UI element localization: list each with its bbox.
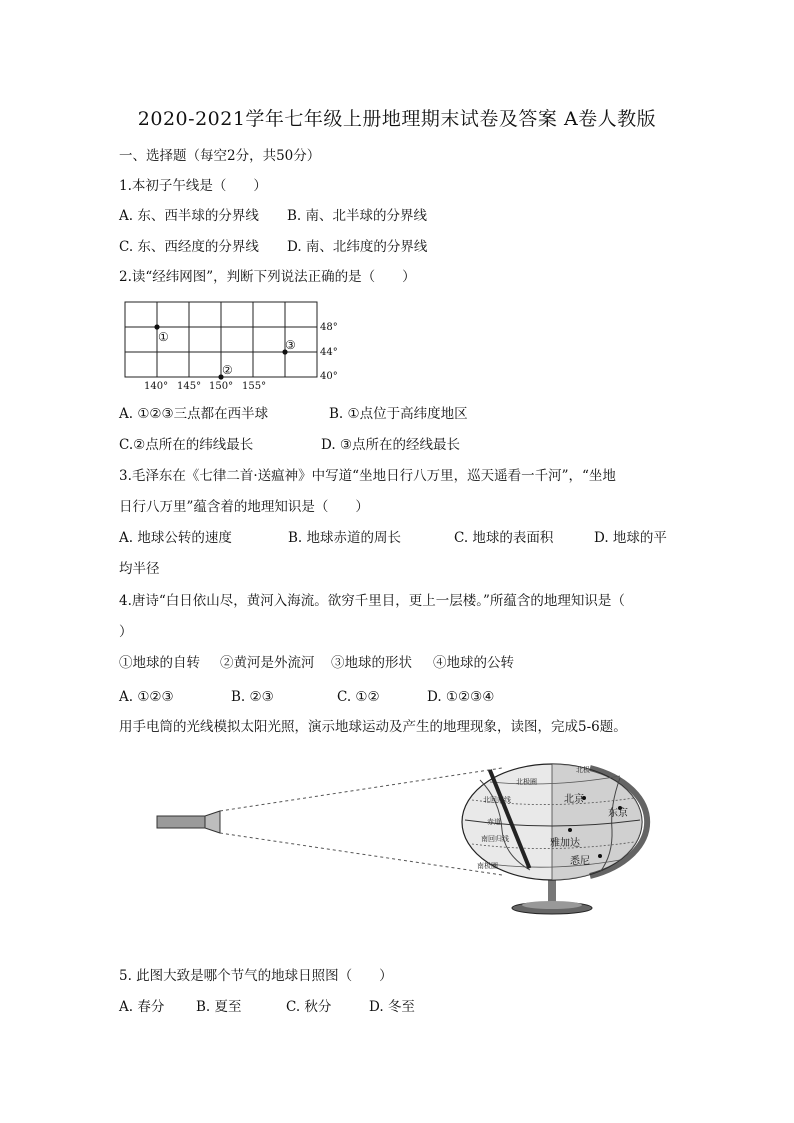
- globe-label-antarctic-circle: 南极圈: [477, 862, 498, 870]
- q3-option-b: B. 地球赤道的周长: [288, 530, 402, 546]
- q5-option-c: C. 秋分: [286, 999, 332, 1015]
- question-1-stem: 1.本初子午线是（ ）: [119, 178, 267, 194]
- q1-option-a: A. 东、西半球的分界线: [119, 208, 259, 224]
- globe-label-tropic-cancer: 北回归线: [483, 796, 511, 804]
- point-2-label: ②: [222, 363, 233, 377]
- q5-option-d: D. 冬至: [369, 999, 415, 1015]
- q4-option-d: D. ①②③④: [427, 689, 495, 705]
- q3-option-a: A. 地球公转的速度: [119, 530, 232, 546]
- q4-item-2: ②黄河是外流河: [220, 655, 315, 671]
- globe-label-tropic-capricorn: 南回归线: [481, 835, 509, 843]
- question-4-stem-line2: ）: [119, 624, 133, 640]
- globe-label-tokyo: 东京: [608, 808, 628, 819]
- globe-label-arctic-circle: 北极圈: [516, 778, 537, 786]
- q5-option-b: B. 夏至: [196, 999, 242, 1015]
- q3-option-c: C. 地球的表面积: [454, 530, 554, 546]
- q3-option-d-continued: 均半径: [119, 561, 160, 577]
- q4-option-c: C. ①②: [337, 689, 380, 705]
- lon-label-140: 140°: [144, 381, 169, 392]
- globe-label-equator: 赤道: [487, 818, 501, 826]
- globe-label-jakarta: 雅加达: [550, 838, 580, 849]
- q4-option-a: A. ①②③: [119, 689, 174, 705]
- lat-label-44: 44°: [320, 347, 338, 358]
- q1-option-d: D. 南、北纬度的分界线: [287, 239, 428, 255]
- q4-option-b: B. ②③: [231, 689, 274, 705]
- question-3-stem-line1: 3.毛泽东在《七律二首·送瘟神》中写道“坐地日行八万里，巡天遥看一千河”，“坐地: [119, 468, 616, 484]
- lon-label-145: 145°: [177, 381, 202, 392]
- lon-label-155: 155°: [242, 381, 267, 392]
- flashlight-icon: [157, 811, 220, 833]
- q4-item-3: ③地球的形状: [331, 655, 412, 671]
- point-1-label: ①: [158, 330, 169, 344]
- section-heading: 一、选择题（每空2分，共50分）: [119, 148, 321, 164]
- q4-item-4: ④地球的公转: [433, 655, 514, 671]
- point-1-dot: [154, 324, 159, 329]
- question-4-stem-line1: 4.唐诗“白日依山尽，黄河入海流。欲穷千里目，更上一层楼。”所蕴含的地理知识是（: [119, 593, 625, 609]
- page-title: 2020-2021学年七年级上册地理期末试卷及答案 A卷人教版: [137, 108, 657, 130]
- lat-label-40: 40°: [320, 371, 338, 382]
- lon-label-150: 150°: [209, 381, 234, 392]
- q3-option-d: D. 地球的平: [594, 530, 667, 546]
- latlon-grid-figure: [115, 296, 355, 394]
- q2-option-b: B. ①点位于高纬度地区: [329, 406, 468, 422]
- question-5-stem: 5. 此图大致是哪个节气的地球日照图（ ）: [119, 968, 393, 984]
- q1-option-c: C. 东、西经度的分界线: [119, 239, 259, 255]
- q2-option-c: C.②点所在的纬线最长: [119, 437, 254, 453]
- lat-label-48: 48°: [320, 322, 338, 333]
- q5-option-a: A. 春分: [119, 999, 165, 1015]
- q1-option-b: B. 南、北半球的分界线: [287, 208, 428, 224]
- globe-label-north-pole: 北极: [576, 766, 590, 774]
- globe-label-beijing: 北京: [564, 794, 584, 805]
- q2-option-d: D. ③点所在的经线最长: [321, 437, 461, 453]
- q2-option-a: A. ①②③三点都在西半球: [119, 406, 269, 422]
- globe-label-sydney: 悉尼: [570, 856, 590, 867]
- flashlight-globe-figure: [150, 760, 670, 920]
- q4-item-1: ①地球的自转: [119, 655, 200, 671]
- point-3-label: ③: [285, 338, 296, 352]
- q5-6-intro: 用手电筒的光线模拟太阳光照，演示地球运动及产生的地理现象，读图，完成5-6题。: [119, 719, 627, 735]
- question-3-stem-line2: 日行八万里”蕴含着的地理知识是（ ）: [119, 499, 369, 515]
- question-2-stem: 2.读“经纬网图”，判断下列说法正确的是（ ）: [119, 269, 416, 285]
